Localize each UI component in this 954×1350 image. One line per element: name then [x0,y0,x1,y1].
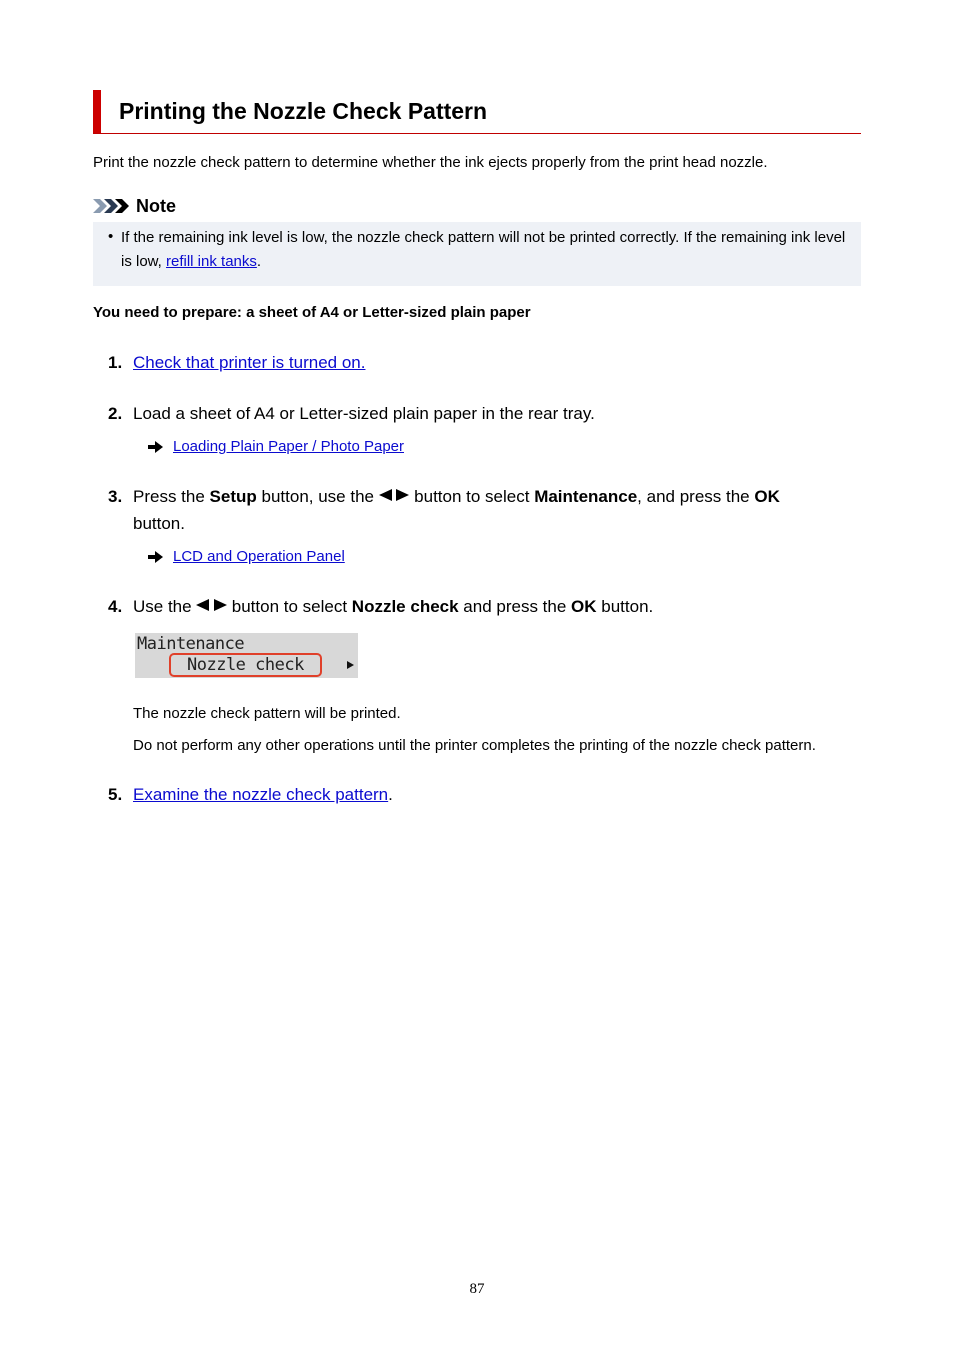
lcd-menu-item: Nozzle check [187,655,304,675]
step-4-warning: Do not perform any other operations until the printer completes the printing of the nozzle check pattern. [133,737,816,754]
examine-nozzle-pattern-link[interactable]: Examine the nozzle check pattern [133,785,389,804]
note-text-after: . [256,253,262,270]
right-triangle-icon [214,599,227,611]
note-text [121,226,849,274]
ok-label: OK [754,487,780,506]
lcd-operation-panel-link[interactable]: LCD and Operation Panel [173,548,345,565]
text: . [388,785,393,804]
step-4-result: The nozzle check pattern will be printed. [133,705,401,722]
step-number: 4. [108,597,123,616]
note-box [93,222,861,286]
bullet: • [108,228,114,245]
left-triangle-icon [196,599,209,611]
step-number: 3. [108,487,123,506]
text: button. [133,514,185,533]
step-text [133,593,833,620]
lcd-menu-title: Maintenance [137,634,245,654]
text: Use the [133,597,197,616]
prepare-text: You need to prepare: a sheet of A4 or Letter-sized plain paper [93,304,531,321]
note-header [93,195,176,217]
ok-label: OK [571,597,597,616]
reference-arrow-icon [148,441,164,453]
text: button to select [409,487,535,506]
note-arrows-icon [93,197,131,215]
step-number: 5. [108,785,123,804]
reference-lcd-panel [148,548,345,565]
note-label: Note [136,195,176,216]
text: button. [596,597,654,616]
text: and press the [458,597,572,616]
title-header [93,90,861,134]
check-printer-on-link[interactable]: Check that printer is turned on. [133,353,366,372]
reference-arrow-icon [148,551,164,563]
maintenance-label: Maintenance [534,487,638,506]
note-text-before: If the remaining ink level is low, the nozzle check pattern will not be printed correctly. If the remaining ink level is low, [121,229,846,270]
page-title: Printing the Nozzle Check Pattern [119,98,488,124]
step-text [133,483,833,537]
step-number: 1. [108,353,123,372]
step-text: Load a sheet of A4 or Letter-sized plain paper in the rear tray. [133,404,595,423]
lcd-right-arrow-icon [347,661,354,669]
lcd-screen-image [135,633,358,678]
text: button, use the [256,487,379,506]
text: Press the [133,487,210,506]
reference-loading-paper [148,438,404,455]
text: , and press the [637,487,755,506]
text: button to select [227,597,352,616]
page-number: 87 [469,1281,485,1297]
right-triangle-icon [396,489,409,501]
step-number: 2. [108,404,123,423]
left-triangle-icon [379,489,392,501]
loading-plain-paper-link[interactable]: Loading Plain Paper / Photo Paper [173,438,404,455]
setup-label: Setup [209,487,257,506]
nozzle-check-label: Nozzle check [351,597,459,616]
title-accent-bar [93,90,101,133]
intro-text: Print the nozzle check pattern to determine whether the ink ejects properly from the print head nozzle. [93,154,768,171]
refill-ink-tanks-link[interactable]: refill ink tanks [166,253,257,270]
